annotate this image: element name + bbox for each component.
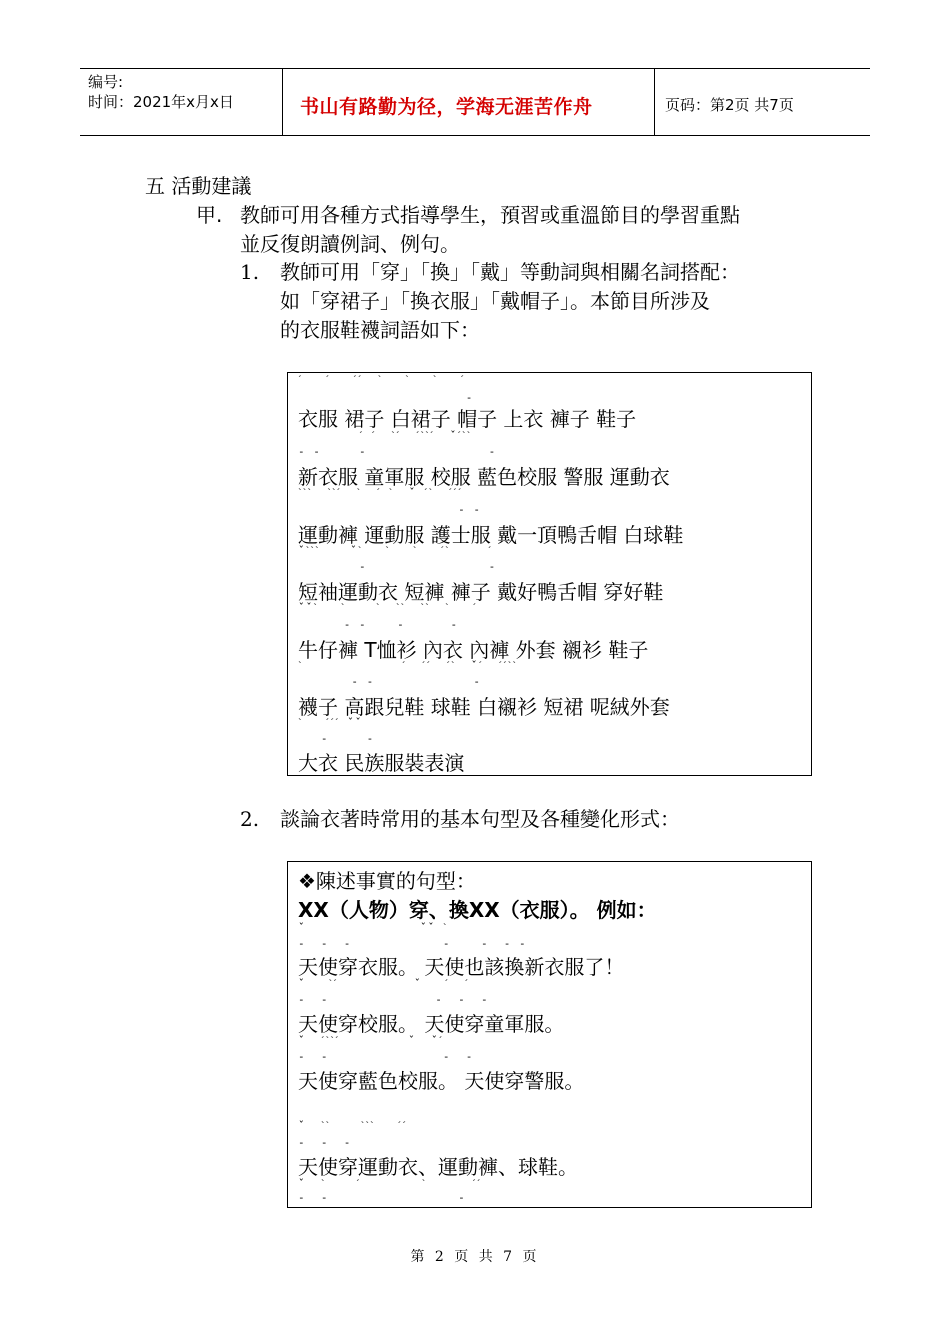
item1-line1: 教師可用「穿」「換」「戴」等動詞與相關名詞搭配： <box>280 260 740 284</box>
header-divider-left <box>282 68 283 135</box>
item1-line3: 的衣服鞋襪詞語如下： <box>280 318 480 342</box>
pattern-marks-0: ˇ ˇˇ ˋ <box>298 921 448 934</box>
item1-marker: 1. <box>240 260 260 284</box>
vocab-line-2: 運動褲 運動服 護士服 戴一頂鴨舌帽 白球鞋 <box>298 523 684 547</box>
pattern-example-0: 天使穿衣服。 天使也該換新衣服了！ <box>298 955 625 979</box>
header-bottom-border <box>80 135 870 136</box>
vocab-line-0: 衣服 裙子 白裙子 帽子 上衣 褲子 鞋子 <box>298 407 637 431</box>
pattern-example-2: 天使穿藍色校服。 天使穿警服。 <box>298 1069 585 1093</box>
pattern-dashes-1: - - - - - <box>298 993 489 1006</box>
header-divider-right <box>654 68 655 135</box>
vocab-line-5: 襪子 高跟兒鞋 球鞋 白襯衫 短裙 呢絨外套 <box>298 695 670 719</box>
vocab-dashes-1: - - - - <box>298 445 497 458</box>
pattern-box <box>287 861 812 1208</box>
pattern-dashes-4: - - - <box>298 1191 466 1204</box>
vocab-line-6: 大衣 民族服裝表演 <box>298 751 465 775</box>
vocab-marks-1: ˊ ˊ ˋˊ ˊˋˋˊ ˇˊˋˋ <box>298 429 472 442</box>
pattern-example-3: 天使穿運動衣、運動褲、球鞋。 <box>298 1155 578 1179</box>
pattern-dashes-0: - - - - - - - <box>298 937 527 950</box>
pattern-heading: ❖陳述事實的句型： <box>298 869 476 893</box>
vocab-box <box>287 372 812 776</box>
header-page-info: 页码：第2页 共7页 <box>665 96 794 114</box>
header-top-border <box>80 68 870 69</box>
vocab-dashes-6: - - <box>298 732 375 745</box>
pattern-marks-3: ˇ ˋˋ ˋˋˋ ˊˊ <box>298 1119 407 1132</box>
vocab-marks-5: ˋ ˊ ˊˊ ˊˋ ˇˊ ˊˊˋˋ <box>298 659 517 672</box>
vocab-marks-2: ˋˋˋ ˋˋˊ ˋ ˊ ˋ ˇ ˊˋ ˊˊˊ <box>298 486 463 499</box>
vocab-dashes-5: - - - <box>298 675 481 688</box>
item1-line2: 如「穿裙子」「換衣服」「戴帽子」。本節目所涉及 <box>280 289 710 313</box>
vocab-marks-3: ˇˋˋˋ ˇˋ ˋ ˋ ˊˋ ˊ <box>298 544 493 557</box>
vocab-dashes-0: - <box>298 391 474 404</box>
vocab-dashes-2: - - <box>298 503 481 516</box>
vocab-line-1: 新衣服 童軍服 校服 藍色校服 警服 運動衣 <box>298 465 670 489</box>
pattern-marks-2: ˇ ˊˋˋˊ ˇ ˇˊ <box>298 1034 444 1047</box>
header-time-label: 时间：2021年x月x日 <box>88 93 234 111</box>
item-jia-line1: 教師可用各種方式指導學生，預習或重溫節目的學習重點 <box>240 203 740 227</box>
item2-marker: 2. <box>240 807 260 831</box>
pattern-marks-4: ˇ ˋ ˊ ˋ ˊˊ <box>298 1177 482 1190</box>
item-jia-marker: 甲. <box>196 203 223 227</box>
item2-text: 談論衣著時常用的基本句型及各種變化形式： <box>280 807 680 831</box>
vocab-marks-6: ˋ ˊˊˊ ˇˇ <box>298 716 363 729</box>
vocab-dashes-3: - - <box>298 560 497 573</box>
vocab-line-3: 短袖運動衣 短褲 褲子 戴好鴨舌帽 穿好鞋 <box>298 580 664 604</box>
section-title: 五 活動建議 <box>145 174 252 198</box>
pattern-dashes-3: - - - <box>298 1136 352 1149</box>
vocab-dashes-4: - - - - <box>298 618 459 631</box>
vocab-marks-0: ˊ ˊ ˊˊ ˋ ˋ ˋ ˊ <box>298 373 465 386</box>
pattern-dashes-2: - - - - <box>298 1050 474 1063</box>
pattern-example-1: 天使穿校服。 天使穿童軍服。 <box>298 1012 565 1036</box>
pattern-marks-1: ˇ ˋˊ ˇ ˊ ˊ <box>298 977 470 990</box>
header-number-label: 编号: <box>88 73 124 91</box>
header-motto: 书山有路勤为径，学海无涯苦作舟 <box>300 96 593 118</box>
item-jia-line2: 並反復朗讀例詞、例句。 <box>240 232 460 256</box>
footer-page-number: 第 2 页 共 7 页 <box>410 1249 540 1265</box>
vocab-line-4: 牛仔褲 T恤衫 內衣 內褲 外套 襯衫 鞋子 <box>298 638 649 662</box>
pattern-line: XX（人物）穿、換XX（衣服）。 例如： <box>298 898 657 922</box>
vocab-marks-4: ˇˇˋ ˋ ˋ ˋˋ ˋˋ ˋ ˊ <box>298 601 478 614</box>
